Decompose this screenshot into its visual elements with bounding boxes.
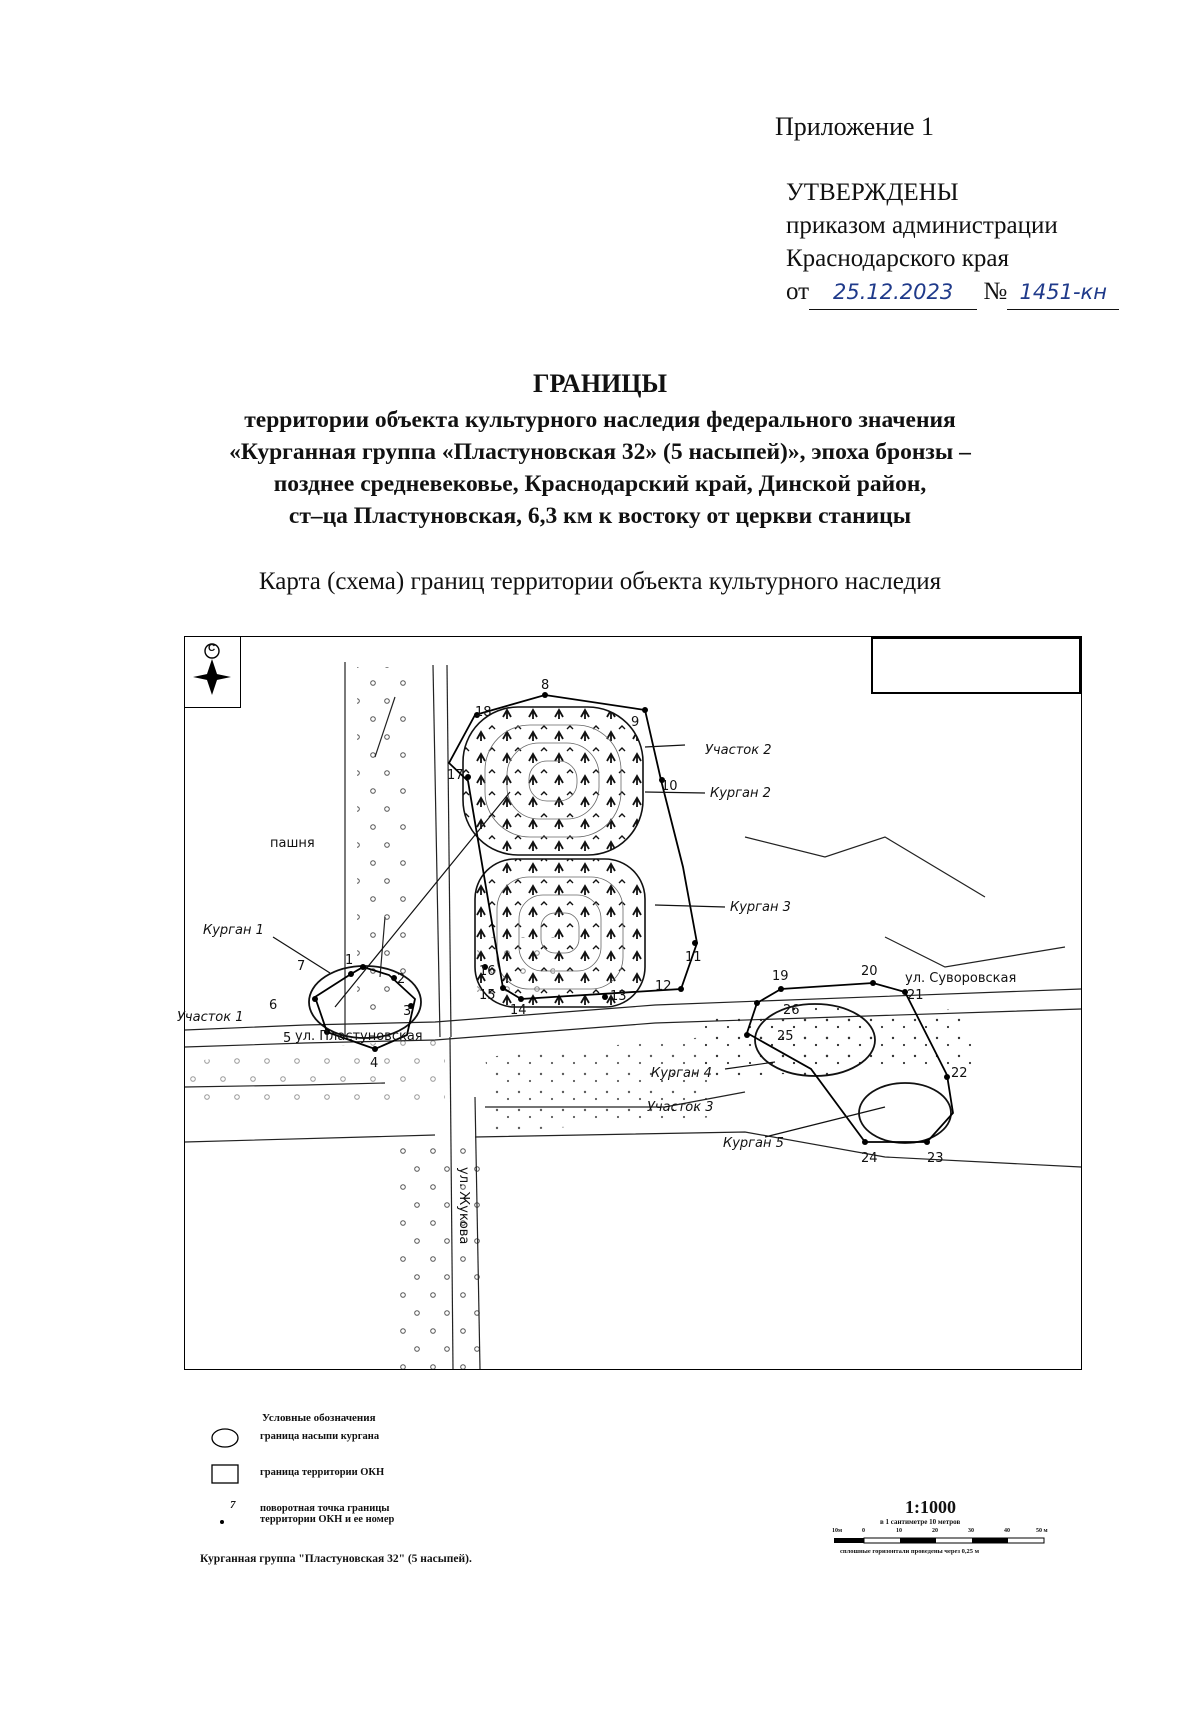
- point-number: 10: [661, 779, 678, 794]
- boundary-map: [177, 636, 1082, 1370]
- legend-point-text-2: территории ОКН и ее номер: [260, 1514, 395, 1525]
- kurgan-4-mound: [755, 1004, 875, 1076]
- scale-ratio: 1:1000: [905, 1497, 956, 1517]
- kurgan-3-mound: [475, 859, 645, 1007]
- map-footer-caption: Курганная группа "Пластуновская 32" (5 насыпей).: [200, 1553, 472, 1565]
- point-number: 18: [475, 705, 492, 720]
- point-number: 25: [777, 1029, 794, 1044]
- legend-ellipse-icon: [210, 1427, 240, 1449]
- point-number: 9: [631, 715, 640, 730]
- point-number: 12: [655, 979, 672, 994]
- uchastok-2-label: Участок 2: [705, 743, 772, 758]
- legend-rect-icon: [210, 1463, 242, 1485]
- point-number: 8: [541, 678, 550, 693]
- approval-date-line: [786, 275, 1119, 310]
- legend-row-mound: [210, 1427, 380, 1452]
- kurgan-1-label: Курган 1: [203, 923, 264, 938]
- garden-west: [185, 1037, 445, 1107]
- map-drawing: [177, 637, 1081, 1369]
- scale-tick: 40: [1004, 1528, 1010, 1534]
- number-prefix: №: [983, 278, 1008, 305]
- map-stamp-box: [871, 637, 1081, 694]
- point-number: 3: [403, 1004, 412, 1019]
- scale-note: сплошные горизонтали проведены через 0,25 м: [840, 1548, 980, 1555]
- document-title: ГРАНИЦЫ: [532, 369, 668, 398]
- street-suvorovskaya: ул. Суворовская: [905, 971, 1017, 986]
- kurgan-5-mound: [859, 1083, 951, 1143]
- scale-tick: 50 м: [1036, 1528, 1048, 1534]
- point-number: 23: [927, 1151, 944, 1166]
- number-field: [1007, 275, 1119, 310]
- point-number: 4: [370, 1056, 379, 1071]
- map-caption: Карта (схема) границ территории объекта культурного наследия: [258, 568, 942, 595]
- kurgan-4-label: Курган 4: [651, 1066, 712, 1081]
- legend-title: Условные обозначения: [262, 1412, 376, 1424]
- legend-point-text-1: поворотная точка границы: [260, 1503, 390, 1514]
- point-number: 16: [479, 964, 496, 979]
- scale-tick: 0: [862, 1528, 865, 1534]
- subtitle-line: территории объекта культурного наследия федерального значения: [244, 407, 956, 433]
- point-number: 2: [397, 972, 406, 987]
- legend-row-point: [210, 1499, 395, 1530]
- date-value: 25.12.2023: [832, 280, 954, 304]
- kurgan-5-label: Курган 5: [723, 1136, 784, 1151]
- street-zhukova: ул. Жукова: [456, 1167, 471, 1245]
- point-number: 24: [861, 1151, 878, 1166]
- compass-letter: С: [208, 643, 216, 654]
- street-plastunovskaya: ул. Пластуновская: [295, 1029, 423, 1044]
- date-prefix: от: [786, 278, 810, 305]
- date-field: [809, 275, 977, 310]
- field-speckle-2: [485, 1037, 715, 1132]
- scale-tick: 10: [896, 1528, 902, 1534]
- legend-point-sample: 7: [230, 1499, 236, 1511]
- kurgan-2-label: Курган 2: [710, 786, 771, 801]
- subtitle-line: «Курганная группа «Пластуновская 32» (5 насыпей)», эпоха бронзы –: [229, 439, 971, 465]
- point-number: 1: [345, 953, 354, 968]
- compass-box: [185, 637, 241, 708]
- point-number: 13: [610, 989, 627, 1004]
- appendix-label: Приложение 1: [775, 112, 935, 141]
- subtitle-line: ст–ца Пластуновская, 6,3 км к востоку от церкви станицы: [288, 503, 912, 529]
- legend-territory-text: граница территории ОКН: [260, 1467, 385, 1478]
- pashnya-label: пашня: [270, 836, 315, 851]
- approved-by-order: приказом администрации: [786, 212, 1058, 239]
- point-number: 15: [479, 988, 496, 1003]
- point-number: 20: [861, 964, 878, 979]
- kurgan-2-mound: [463, 707, 643, 855]
- approved-word: УТВЕРЖДЕНЫ: [786, 179, 959, 206]
- scale-tick: 10м: [832, 1528, 843, 1534]
- point-number: 6: [269, 998, 278, 1013]
- subtitle-line: позднее средневековье, Краснодарский край, Динской район,: [273, 471, 927, 497]
- garden-strip: [357, 667, 413, 1017]
- point-number: 5: [283, 1031, 292, 1046]
- point-number: 22: [951, 1066, 968, 1081]
- point-number: 21: [907, 988, 924, 1003]
- scale-tick: 30: [968, 1528, 974, 1534]
- scale-bar-graphic: [832, 1528, 1052, 1548]
- point-number: 11: [685, 950, 702, 965]
- legend-mound-text: граница насыпи кургана: [260, 1431, 380, 1442]
- approval-block: [786, 176, 1119, 310]
- number-value: 1451-кн: [1019, 280, 1107, 304]
- point-number: 26: [783, 1003, 800, 1018]
- point-number: 17: [447, 768, 464, 783]
- approved-region: Краснодарского края: [786, 245, 1009, 272]
- scale-tick: 20: [932, 1528, 938, 1534]
- document-subtitle: [150, 404, 1050, 532]
- kurgan-3-label: Курган 3: [730, 900, 791, 915]
- legend-row-territory: [210, 1463, 385, 1488]
- uchastok-1-label: Участок 1: [177, 1010, 244, 1025]
- point-number: 14: [510, 1003, 527, 1018]
- uchastok-3-label: Участок 3: [647, 1100, 714, 1115]
- point-number: 19: [772, 969, 789, 984]
- point-number: 7: [297, 959, 306, 974]
- scale-subtitle: в 1 сантиметре 10 метров: [880, 1518, 961, 1526]
